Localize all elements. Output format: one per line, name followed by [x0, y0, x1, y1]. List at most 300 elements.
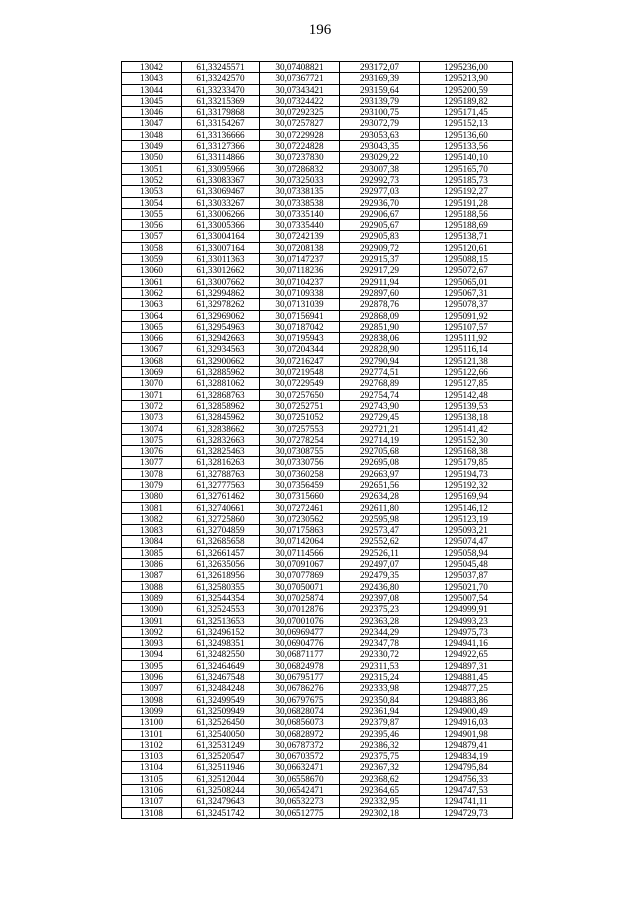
- coord-a-cell: 61,32482550: [182, 649, 260, 660]
- point-number-cell: 13090: [122, 604, 182, 615]
- coord-y-cell: 1295127,85: [420, 378, 513, 389]
- coord-b-cell: 30,06824978: [260, 660, 340, 671]
- coord-y-cell: 1294741,11: [420, 796, 513, 807]
- coord-y-cell: 1295007,54: [420, 592, 513, 603]
- coord-b-cell: 30,07230562: [260, 513, 340, 524]
- coord-a-cell: 61,33127366: [182, 141, 260, 152]
- coord-x-cell: 292663,97: [340, 468, 420, 479]
- table-row: [122, 276, 513, 287]
- coord-b-cell: 30,07286832: [260, 163, 340, 174]
- point-number-cell: 13072: [122, 400, 182, 411]
- coord-b-cell: 30,07131039: [260, 299, 340, 310]
- coord-x-cell: 292368,62: [340, 773, 420, 784]
- coord-y-cell: 1294975,73: [420, 626, 513, 637]
- coord-y-cell: 1295140,10: [420, 152, 513, 163]
- table-row: [122, 785, 513, 796]
- coord-a-cell: 61,32467548: [182, 672, 260, 683]
- table-row: [122, 615, 513, 626]
- table-row: [122, 378, 513, 389]
- table-row: [122, 412, 513, 423]
- table-row: [122, 265, 513, 276]
- coord-y-cell: 1295192,27: [420, 186, 513, 197]
- coord-y-cell: 1295058,94: [420, 547, 513, 558]
- point-number-cell: 13088: [122, 581, 182, 592]
- table-row: [122, 491, 513, 502]
- coord-x-cell: 292361,94: [340, 705, 420, 716]
- coord-x-cell: 292344,29: [340, 626, 420, 637]
- coord-a-cell: 61,33011363: [182, 254, 260, 265]
- coord-a-cell: 61,32498351: [182, 638, 260, 649]
- coord-a-cell: 61,32994862: [182, 287, 260, 298]
- coord-a-cell: 61,33233470: [182, 84, 260, 95]
- table-row: [122, 299, 513, 310]
- point-number-cell: 13102: [122, 739, 182, 750]
- coord-a-cell: 61,32661457: [182, 547, 260, 558]
- point-number-cell: 13073: [122, 412, 182, 423]
- coord-x-cell: 292347,78: [340, 638, 420, 649]
- coord-a-cell: 61,33004164: [182, 231, 260, 242]
- coord-b-cell: 30,07208138: [260, 242, 340, 253]
- point-number-cell: 13079: [122, 479, 182, 490]
- table-row: [122, 547, 513, 558]
- coord-b-cell: 30,07224828: [260, 141, 340, 152]
- coord-y-cell: 1295194,73: [420, 468, 513, 479]
- coord-y-cell: 1294756,33: [420, 773, 513, 784]
- point-number-cell: 13062: [122, 287, 182, 298]
- point-number-cell: 13065: [122, 321, 182, 332]
- coord-x-cell: 292363,28: [340, 615, 420, 626]
- coord-a-cell: 61,33005366: [182, 220, 260, 231]
- coord-x-cell: 293072,79: [340, 118, 420, 129]
- coord-a-cell: 61,32788763: [182, 468, 260, 479]
- table-row: [122, 434, 513, 445]
- point-number-cell: 13046: [122, 107, 182, 118]
- coord-x-cell: 292911,94: [340, 276, 420, 287]
- point-number-cell: 13043: [122, 73, 182, 84]
- coord-b-cell: 30,06632471: [260, 762, 340, 773]
- point-number-cell: 13058: [122, 242, 182, 253]
- coord-b-cell: 30,06558670: [260, 773, 340, 784]
- coord-x-cell: 292333,98: [340, 683, 420, 694]
- coord-b-cell: 30,07204344: [260, 344, 340, 355]
- coord-a-cell: 61,32544354: [182, 592, 260, 603]
- coord-x-cell: 292705,68: [340, 446, 420, 457]
- point-number-cell: 13095: [122, 660, 182, 671]
- table-row: [122, 310, 513, 321]
- coord-y-cell: 1295189,82: [420, 95, 513, 106]
- point-number-cell: 13059: [122, 254, 182, 265]
- table-row: [122, 321, 513, 332]
- coord-b-cell: 30,07109338: [260, 287, 340, 298]
- coord-y-cell: 1295021,70: [420, 581, 513, 592]
- point-number-cell: 13049: [122, 141, 182, 152]
- table-row: [122, 344, 513, 355]
- coord-a-cell: 61,32881062: [182, 378, 260, 389]
- coord-b-cell: 30,07050071: [260, 581, 340, 592]
- coord-y-cell: 1295213,90: [420, 73, 513, 84]
- coord-a-cell: 61,32934563: [182, 344, 260, 355]
- coord-y-cell: 1295236,00: [420, 62, 513, 73]
- coord-x-cell: 292634,28: [340, 491, 420, 502]
- table-row: [122, 536, 513, 547]
- coord-b-cell: 30,07330756: [260, 457, 340, 468]
- point-number-cell: 13075: [122, 434, 182, 445]
- coord-b-cell: 30,07001076: [260, 615, 340, 626]
- point-number-cell: 13083: [122, 525, 182, 536]
- coord-x-cell: 292397,08: [340, 592, 420, 603]
- coord-x-cell: 292367,32: [340, 762, 420, 773]
- table-row: [122, 626, 513, 637]
- coord-x-cell: 292526,11: [340, 547, 420, 558]
- coord-b-cell: 30,07077869: [260, 570, 340, 581]
- coord-b-cell: 30,07104237: [260, 276, 340, 287]
- coord-y-cell: 1295146,12: [420, 502, 513, 513]
- table-row: [122, 751, 513, 762]
- table-row: [122, 468, 513, 479]
- coord-a-cell: 61,32969062: [182, 310, 260, 321]
- coord-x-cell: 293007,38: [340, 163, 420, 174]
- coord-x-cell: 292897,60: [340, 287, 420, 298]
- coord-y-cell: 1295078,37: [420, 299, 513, 310]
- coord-y-cell: 1294883,86: [420, 694, 513, 705]
- point-number-cell: 13091: [122, 615, 182, 626]
- coord-b-cell: 30,06828074: [260, 705, 340, 716]
- coord-b-cell: 30,07025874: [260, 592, 340, 603]
- coord-a-cell: 61,32777563: [182, 479, 260, 490]
- coord-y-cell: 1295123,19: [420, 513, 513, 524]
- coord-x-cell: 292868,09: [340, 310, 420, 321]
- point-number-cell: 13056: [122, 220, 182, 231]
- coord-x-cell: 292743,90: [340, 400, 420, 411]
- coord-b-cell: 30,07257827: [260, 118, 340, 129]
- coord-a-cell: 61,32512044: [182, 773, 260, 784]
- coord-y-cell: 1295192,32: [420, 479, 513, 490]
- coord-b-cell: 30,07325033: [260, 174, 340, 185]
- coord-x-cell: 292977,03: [340, 186, 420, 197]
- coord-a-cell: 61,32832663: [182, 434, 260, 445]
- table-row: [122, 174, 513, 185]
- coord-x-cell: 292395,46: [340, 728, 420, 739]
- coord-y-cell: 1295136,60: [420, 129, 513, 140]
- point-number-cell: 13076: [122, 446, 182, 457]
- coord-y-cell: 1295179,85: [420, 457, 513, 468]
- table-body: [122, 62, 513, 819]
- table-row: [122, 773, 513, 784]
- coord-b-cell: 30,07315660: [260, 491, 340, 502]
- table-row: [122, 525, 513, 536]
- coord-x-cell: 292375,23: [340, 604, 420, 615]
- coord-y-cell: 1295139,53: [420, 400, 513, 411]
- table-row: [122, 717, 513, 728]
- coord-b-cell: 30,07114566: [260, 547, 340, 558]
- point-number-cell: 13081: [122, 502, 182, 513]
- coord-y-cell: 1295072,67: [420, 265, 513, 276]
- coord-a-cell: 61,32825463: [182, 446, 260, 457]
- coord-a-cell: 61,33083367: [182, 174, 260, 185]
- point-number-cell: 13093: [122, 638, 182, 649]
- coord-y-cell: 1295107,57: [420, 321, 513, 332]
- coord-a-cell: 61,32513653: [182, 615, 260, 626]
- table-row: [122, 694, 513, 705]
- table-row: [122, 84, 513, 95]
- coord-a-cell: 61,33012662: [182, 265, 260, 276]
- coord-y-cell: 1295116,14: [420, 344, 513, 355]
- table-row: [122, 638, 513, 649]
- table-row: [122, 672, 513, 683]
- coord-a-cell: 61,32885962: [182, 367, 260, 378]
- point-number-cell: 13080: [122, 491, 182, 502]
- coord-b-cell: 30,07142064: [260, 536, 340, 547]
- coord-a-cell: 61,32524553: [182, 604, 260, 615]
- point-number-cell: 13082: [122, 513, 182, 524]
- coord-y-cell: 1294900,49: [420, 705, 513, 716]
- coord-a-cell: 61,32954963: [182, 321, 260, 332]
- coord-b-cell: 30,07251052: [260, 412, 340, 423]
- coord-y-cell: 1294897,31: [420, 660, 513, 671]
- coord-a-cell: 61,33033267: [182, 197, 260, 208]
- coord-b-cell: 30,07278254: [260, 434, 340, 445]
- coord-a-cell: 61,33136666: [182, 129, 260, 140]
- coord-y-cell: 1295037,87: [420, 570, 513, 581]
- coord-b-cell: 30,07338135: [260, 186, 340, 197]
- coord-a-cell: 61,32845962: [182, 412, 260, 423]
- coord-b-cell: 30,07335140: [260, 208, 340, 219]
- table-row: [122, 242, 513, 253]
- coord-y-cell: 1294901,98: [420, 728, 513, 739]
- table-row: [122, 728, 513, 739]
- table-row: [122, 220, 513, 231]
- coord-y-cell: 1295141,42: [420, 423, 513, 434]
- point-number-cell: 13063: [122, 299, 182, 310]
- coord-x-cell: 292302,18: [340, 807, 420, 818]
- coord-x-cell: 292768,89: [340, 378, 420, 389]
- coord-y-cell: 1294747,53: [420, 785, 513, 796]
- table-row: [122, 513, 513, 524]
- table-row: [122, 649, 513, 660]
- coord-a-cell: 61,32740661: [182, 502, 260, 513]
- coord-a-cell: 61,33095966: [182, 163, 260, 174]
- table-row: [122, 604, 513, 615]
- point-number-cell: 13047: [122, 118, 182, 129]
- coord-y-cell: 1294999,91: [420, 604, 513, 615]
- coord-y-cell: 1295133,56: [420, 141, 513, 152]
- coord-y-cell: 1295121,38: [420, 355, 513, 366]
- coord-b-cell: 30,06703572: [260, 751, 340, 762]
- point-number-cell: 13066: [122, 333, 182, 344]
- coord-b-cell: 30,06969477: [260, 626, 340, 637]
- page-number: 196: [308, 22, 332, 38]
- coord-y-cell: 1295120,61: [420, 242, 513, 253]
- coord-x-cell: 293172,07: [340, 62, 420, 73]
- coord-a-cell: 61,32511946: [182, 762, 260, 773]
- coord-a-cell: 61,32496152: [182, 626, 260, 637]
- coord-x-cell: 292915,37: [340, 254, 420, 265]
- table-row: [122, 152, 513, 163]
- point-number-cell: 13067: [122, 344, 182, 355]
- coord-b-cell: 30,06797675: [260, 694, 340, 705]
- table-row: [122, 400, 513, 411]
- coord-y-cell: 1294941,16: [420, 638, 513, 649]
- point-number-cell: 13092: [122, 626, 182, 637]
- coord-x-cell: 293053,63: [340, 129, 420, 140]
- coord-y-cell: 1294795,84: [420, 762, 513, 773]
- coord-x-cell: 293169,39: [340, 73, 420, 84]
- coord-x-cell: 292838,06: [340, 333, 420, 344]
- coord-a-cell: 61,32526450: [182, 717, 260, 728]
- point-number-cell: 13070: [122, 378, 182, 389]
- coord-a-cell: 61,33154267: [182, 118, 260, 129]
- coord-x-cell: 292992,73: [340, 174, 420, 185]
- coord-x-cell: 292790,94: [340, 355, 420, 366]
- coord-b-cell: 30,07219548: [260, 367, 340, 378]
- coord-y-cell: 1295138,71: [420, 231, 513, 242]
- table-row: [122, 796, 513, 807]
- coord-x-cell: 292436,80: [340, 581, 420, 592]
- coord-b-cell: 30,07229549: [260, 378, 340, 389]
- coord-b-cell: 30,07343421: [260, 84, 340, 95]
- point-number-cell: 13106: [122, 785, 182, 796]
- coord-b-cell: 30,07156941: [260, 310, 340, 321]
- table-row: [122, 197, 513, 208]
- coord-x-cell: 292573,47: [340, 525, 420, 536]
- coord-b-cell: 30,07257650: [260, 389, 340, 400]
- coord-b-cell: 30,07324422: [260, 95, 340, 106]
- table-row: [122, 254, 513, 265]
- coord-a-cell: 61,32508244: [182, 785, 260, 796]
- point-number-cell: 13074: [122, 423, 182, 434]
- coord-a-cell: 61,33007662: [182, 276, 260, 287]
- table-row: [122, 705, 513, 716]
- point-number-cell: 13069: [122, 367, 182, 378]
- table-row: [122, 446, 513, 457]
- table-row: [122, 457, 513, 468]
- coord-b-cell: 30,07216247: [260, 355, 340, 366]
- coord-x-cell: 292379,87: [340, 717, 420, 728]
- coord-x-cell: 292651,56: [340, 479, 420, 490]
- point-number-cell: 13096: [122, 672, 182, 683]
- coord-y-cell: 1295122,66: [420, 367, 513, 378]
- table-row: [122, 231, 513, 242]
- coord-b-cell: 30,06871177: [260, 649, 340, 660]
- coord-y-cell: 1295168,38: [420, 446, 513, 457]
- point-number-cell: 13104: [122, 762, 182, 773]
- table-row: [122, 118, 513, 129]
- coord-x-cell: 292350,84: [340, 694, 420, 705]
- table-row: [122, 502, 513, 513]
- coord-y-cell: 1295074,47: [420, 536, 513, 547]
- coord-x-cell: 292905,67: [340, 220, 420, 231]
- coord-y-cell: 1294729,73: [420, 807, 513, 818]
- point-number-cell: 13044: [122, 84, 182, 95]
- table-row: [122, 62, 513, 73]
- coord-x-cell: 292714,19: [340, 434, 420, 445]
- table-row: [122, 186, 513, 197]
- coord-y-cell: 1294834,19: [420, 751, 513, 762]
- coord-a-cell: 61,32484248: [182, 683, 260, 694]
- coord-b-cell: 30,07012876: [260, 604, 340, 615]
- point-number-cell: 13068: [122, 355, 182, 366]
- coord-x-cell: 293159,64: [340, 84, 420, 95]
- coord-x-cell: 292386,32: [340, 739, 420, 750]
- table-row: [122, 581, 513, 592]
- coord-y-cell: 1294881,45: [420, 672, 513, 683]
- coord-y-cell: 1295067,31: [420, 287, 513, 298]
- coord-x-cell: 292332,95: [340, 796, 420, 807]
- coord-b-cell: 30,07272461: [260, 502, 340, 513]
- point-number-cell: 13084: [122, 536, 182, 547]
- coord-a-cell: 61,32464649: [182, 660, 260, 671]
- point-number-cell: 13050: [122, 152, 182, 163]
- coord-a-cell: 61,32540050: [182, 728, 260, 739]
- coord-x-cell: 292729,45: [340, 412, 420, 423]
- coord-b-cell: 30,07118236: [260, 265, 340, 276]
- coord-b-cell: 30,07338538: [260, 197, 340, 208]
- point-number-cell: 13064: [122, 310, 182, 321]
- coord-y-cell: 1294922,65: [420, 649, 513, 660]
- coord-a-cell: 61,33179868: [182, 107, 260, 118]
- coord-y-cell: 1295142,48: [420, 389, 513, 400]
- coord-x-cell: 292479,35: [340, 570, 420, 581]
- table-row: [122, 287, 513, 298]
- coord-x-cell: 292828,90: [340, 344, 420, 355]
- coord-x-cell: 292917,29: [340, 265, 420, 276]
- coord-x-cell: 292497,07: [340, 559, 420, 570]
- coord-b-cell: 30,07335440: [260, 220, 340, 231]
- coord-y-cell: 1294879,41: [420, 739, 513, 750]
- point-number-cell: 13060: [122, 265, 182, 276]
- coord-a-cell: 61,33069467: [182, 186, 260, 197]
- table-row: [122, 559, 513, 570]
- point-number-cell: 13045: [122, 95, 182, 106]
- point-number-cell: 13071: [122, 389, 182, 400]
- point-number-cell: 13054: [122, 197, 182, 208]
- coord-a-cell: 61,32838662: [182, 423, 260, 434]
- point-number-cell: 13078: [122, 468, 182, 479]
- coord-x-cell: 292364,65: [340, 785, 420, 796]
- coord-a-cell: 61,33242570: [182, 73, 260, 84]
- coord-y-cell: 1295093,21: [420, 525, 513, 536]
- coord-y-cell: 1295188,56: [420, 208, 513, 219]
- coord-a-cell: 61,33245571: [182, 62, 260, 73]
- coord-x-cell: 292311,53: [340, 660, 420, 671]
- table-row: [122, 107, 513, 118]
- table-row: [122, 683, 513, 694]
- coord-a-cell: 61,32520547: [182, 751, 260, 762]
- coord-a-cell: 61,33215369: [182, 95, 260, 106]
- point-number-cell: 13051: [122, 163, 182, 174]
- point-number-cell: 13089: [122, 592, 182, 603]
- coord-y-cell: 1295188,69: [420, 220, 513, 231]
- coord-a-cell: 61,32479643: [182, 796, 260, 807]
- table-row: [122, 660, 513, 671]
- point-number-cell: 13055: [122, 208, 182, 219]
- coord-b-cell: 30,07292325: [260, 107, 340, 118]
- coord-a-cell: 61,32816263: [182, 457, 260, 468]
- point-number-cell: 13053: [122, 186, 182, 197]
- table-row: [122, 333, 513, 344]
- coord-b-cell: 30,07237830: [260, 152, 340, 163]
- coord-b-cell: 30,07229928: [260, 129, 340, 140]
- point-number-cell: 13057: [122, 231, 182, 242]
- coord-b-cell: 30,06795177: [260, 672, 340, 683]
- coord-a-cell: 61,32618956: [182, 570, 260, 581]
- coordinates-table: [121, 61, 513, 819]
- coord-y-cell: 1294877,25: [420, 683, 513, 694]
- coord-b-cell: 30,07308755: [260, 446, 340, 457]
- point-number-cell: 13108: [122, 807, 182, 818]
- table-row: [122, 592, 513, 603]
- coord-a-cell: 61,33007164: [182, 242, 260, 253]
